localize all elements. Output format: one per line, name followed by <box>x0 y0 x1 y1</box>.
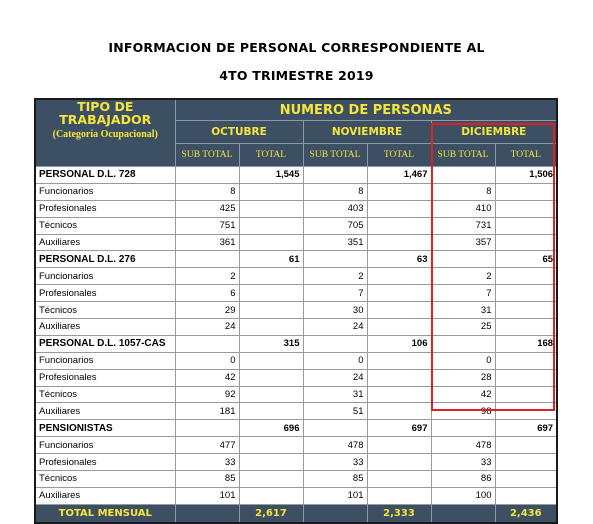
group-subtotal-cell <box>175 335 239 352</box>
total-cell <box>367 200 431 217</box>
categoria-header-text: (Categoría Ocupacional) <box>52 129 158 140</box>
subtotal-cell: 42 <box>431 386 495 403</box>
subtotal-cell: 6 <box>175 285 239 302</box>
month-header-octubre: OCTUBRE <box>175 121 303 144</box>
group-subtotal-cell <box>175 167 239 184</box>
group-total-cell: 696 <box>239 420 303 437</box>
row-label: Funcionarios <box>35 183 175 200</box>
group-total-cell: 697 <box>495 420 557 437</box>
subtotal-cell: 357 <box>431 234 495 251</box>
total-cell <box>239 319 303 336</box>
total-cell <box>239 454 303 471</box>
row-label: Profesionales <box>35 369 175 386</box>
total-cell <box>367 234 431 251</box>
total-cell <box>367 183 431 200</box>
total-header: TOTAL <box>367 144 431 167</box>
total-cell <box>239 352 303 369</box>
table-row <box>35 217 557 234</box>
group-total-cell: 65 <box>495 251 557 268</box>
group-subtotal-cell <box>431 167 495 184</box>
table-row <box>35 386 557 403</box>
row-label: Funcionarios <box>35 268 175 285</box>
group-subtotal-cell <box>175 420 239 437</box>
subtotal-cell: 28 <box>431 369 495 386</box>
total-cell <box>239 386 303 403</box>
subtotal-cell: 100 <box>431 487 495 504</box>
subtotal-cell: 8 <box>431 183 495 200</box>
total-cell <box>367 352 431 369</box>
subtotal-cell: 478 <box>431 437 495 454</box>
subtotal-cell: 30 <box>303 302 367 319</box>
tipo-header-text: TIPO DE TRABAJADOR <box>59 99 152 127</box>
total-cell <box>495 437 557 454</box>
total-cell <box>495 403 557 420</box>
row-label: Profesionales <box>35 200 175 217</box>
subtotal-cell: 2 <box>431 268 495 285</box>
group-total-cell: 63 <box>367 251 431 268</box>
total-cell <box>367 454 431 471</box>
total-cell <box>495 386 557 403</box>
subtotal-cell: 33 <box>303 454 367 471</box>
row-label: Auxiliares <box>35 403 175 420</box>
subtotal-cell: 85 <box>303 471 367 488</box>
group-total-cell: 61 <box>239 251 303 268</box>
table-row <box>35 319 557 336</box>
total-mensual-value: 2,617 <box>239 504 303 523</box>
total-cell <box>495 487 557 504</box>
subtotal-cell: 361 <box>175 234 239 251</box>
tipo-trabajador-header <box>35 99 175 167</box>
subtotal-cell: 31 <box>303 386 367 403</box>
total-mensual-row <box>35 504 557 523</box>
group-label: PERSONAL D.L. 728 <box>35 167 175 184</box>
total-cell <box>495 234 557 251</box>
subtotal-header: SUB TOTAL <box>431 144 495 167</box>
total-cell <box>495 471 557 488</box>
group-row <box>35 167 557 184</box>
subtotal-cell: 33 <box>175 454 239 471</box>
row-label: Técnicos <box>35 217 175 234</box>
subtotal-cell: 51 <box>303 403 367 420</box>
total-cell <box>239 487 303 504</box>
subtotal-cell: 92 <box>175 386 239 403</box>
subtotal-cell: 31 <box>431 302 495 319</box>
subtotal-cell: 410 <box>431 200 495 217</box>
subtotal-cell: 7 <box>431 285 495 302</box>
table-row <box>35 268 557 285</box>
group-total-cell: 1,545 <box>239 167 303 184</box>
subtotal-cell: 33 <box>431 454 495 471</box>
total-cell <box>367 386 431 403</box>
subtotal-cell: 0 <box>431 352 495 369</box>
row-label: Auxiliares <box>35 234 175 251</box>
row-label: Funcionarios <box>35 352 175 369</box>
total-cell <box>239 403 303 420</box>
total-cell <box>495 200 557 217</box>
subtotal-cell: 24 <box>303 319 367 336</box>
subtotal-cell: 0 <box>303 352 367 369</box>
total-mensual-value: 2,436 <box>495 504 557 523</box>
row-label: Auxiliares <box>35 319 175 336</box>
group-subtotal-cell <box>303 251 367 268</box>
total-cell <box>239 285 303 302</box>
row-label: Técnicos <box>35 471 175 488</box>
subtotal-cell: 0 <box>175 352 239 369</box>
row-label: Auxiliares <box>35 487 175 504</box>
table-row <box>35 487 557 504</box>
subtotal-cell: 2 <box>303 268 367 285</box>
subtotal-cell: 7 <box>303 285 367 302</box>
table-row <box>35 183 557 200</box>
total-cell <box>239 200 303 217</box>
page-title-line1: INFORMACION DE PERSONAL CORRESPONDIENTE AL <box>108 40 485 55</box>
total-mensual-label: TOTAL MENSUAL <box>35 504 175 523</box>
table-row <box>35 352 557 369</box>
total-cell <box>239 369 303 386</box>
total-cell <box>495 369 557 386</box>
subtotal-cell: 351 <box>303 234 367 251</box>
table-row <box>35 302 557 319</box>
subtotal-cell: 29 <box>175 302 239 319</box>
group-row <box>35 251 557 268</box>
subtotal-cell: 42 <box>175 369 239 386</box>
subtotal-cell: 86 <box>431 471 495 488</box>
group-subtotal-cell <box>431 420 495 437</box>
table-row <box>35 454 557 471</box>
subtotal-header: SUB TOTAL <box>175 144 239 167</box>
total-cell <box>367 319 431 336</box>
month-header-diciembre: DICIEMBRE <box>431 121 557 144</box>
group-subtotal-cell <box>303 167 367 184</box>
total-cell <box>367 487 431 504</box>
group-total-cell: 1,506 <box>495 167 557 184</box>
total-cell <box>239 302 303 319</box>
subtotal-cell: 101 <box>175 487 239 504</box>
group-total-cell: 697 <box>367 420 431 437</box>
row-label: Técnicos <box>35 386 175 403</box>
total-cell <box>239 437 303 454</box>
total-cell <box>495 454 557 471</box>
group-subtotal-cell <box>175 251 239 268</box>
total-cell <box>239 268 303 285</box>
subtotal-cell: 2 <box>175 268 239 285</box>
subtotal-cell: 8 <box>175 183 239 200</box>
subtotal-cell: 181 <box>175 403 239 420</box>
total-header: TOTAL <box>239 144 303 167</box>
total-cell <box>495 352 557 369</box>
total-mensual-cell <box>431 504 495 523</box>
group-subtotal-cell <box>303 335 367 352</box>
table-body <box>35 167 557 505</box>
subtotal-cell: 24 <box>303 369 367 386</box>
group-subtotal-cell <box>431 335 495 352</box>
group-subtotal-cell <box>431 251 495 268</box>
table-row <box>35 471 557 488</box>
total-cell <box>367 471 431 488</box>
group-row <box>35 420 557 437</box>
group-total-cell: 106 <box>367 335 431 352</box>
personnel-table <box>34 98 558 524</box>
subtotal-cell: 101 <box>303 487 367 504</box>
subtotal-cell: 85 <box>175 471 239 488</box>
subtotal-cell: 98 <box>431 403 495 420</box>
total-cell <box>495 183 557 200</box>
subtotal-cell: 731 <box>431 217 495 234</box>
total-mensual-cell <box>175 504 239 523</box>
group-total-cell: 168 <box>495 335 557 352</box>
total-cell <box>239 217 303 234</box>
total-cell <box>495 285 557 302</box>
row-label: Profesionales <box>35 454 175 471</box>
total-header: TOTAL <box>495 144 557 167</box>
row-label: Funcionarios <box>35 437 175 454</box>
total-cell <box>367 403 431 420</box>
group-label: PENSIONISTAS <box>35 420 175 437</box>
row-label: Técnicos <box>35 302 175 319</box>
group-label: PERSONAL D.L. 276 <box>35 251 175 268</box>
numero-personas-header: NUMERO DE PERSONAS <box>175 99 557 121</box>
total-cell <box>495 319 557 336</box>
total-cell <box>367 285 431 302</box>
table-row <box>35 234 557 251</box>
group-subtotal-cell <box>303 420 367 437</box>
total-mensual-value: 2,333 <box>367 504 431 523</box>
subtotal-cell: 25 <box>431 319 495 336</box>
row-label: Profesionales <box>35 285 175 302</box>
subtotal-cell: 477 <box>175 437 239 454</box>
month-header-noviembre: NOVIEMBRE <box>303 121 431 144</box>
table-row <box>35 369 557 386</box>
subtotal-cell: 24 <box>175 319 239 336</box>
total-cell <box>495 217 557 234</box>
total-cell <box>367 369 431 386</box>
subtotal-cell: 705 <box>303 217 367 234</box>
page-title-line2: 4TO TRIMESTRE 2019 <box>219 68 374 83</box>
group-total-cell: 1,467 <box>367 167 431 184</box>
group-total-cell: 315 <box>239 335 303 352</box>
total-cell <box>495 302 557 319</box>
table-row <box>35 437 557 454</box>
subtotal-cell: 478 <box>303 437 367 454</box>
total-cell <box>239 183 303 200</box>
group-label: PERSONAL D.L. 1057-CAS <box>35 335 175 352</box>
total-cell <box>367 437 431 454</box>
table-row <box>35 285 557 302</box>
total-cell <box>367 217 431 234</box>
table-row <box>35 200 557 217</box>
total-cell <box>239 234 303 251</box>
total-cell <box>495 268 557 285</box>
total-mensual-cell <box>303 504 367 523</box>
total-cell <box>367 302 431 319</box>
subtotal-cell: 403 <box>303 200 367 217</box>
subtotal-cell: 751 <box>175 217 239 234</box>
total-cell <box>239 471 303 488</box>
group-row <box>35 335 557 352</box>
subtotal-cell: 8 <box>303 183 367 200</box>
table-row <box>35 403 557 420</box>
total-cell <box>367 268 431 285</box>
subtotal-cell: 425 <box>175 200 239 217</box>
subtotal-header: SUB TOTAL <box>303 144 367 167</box>
